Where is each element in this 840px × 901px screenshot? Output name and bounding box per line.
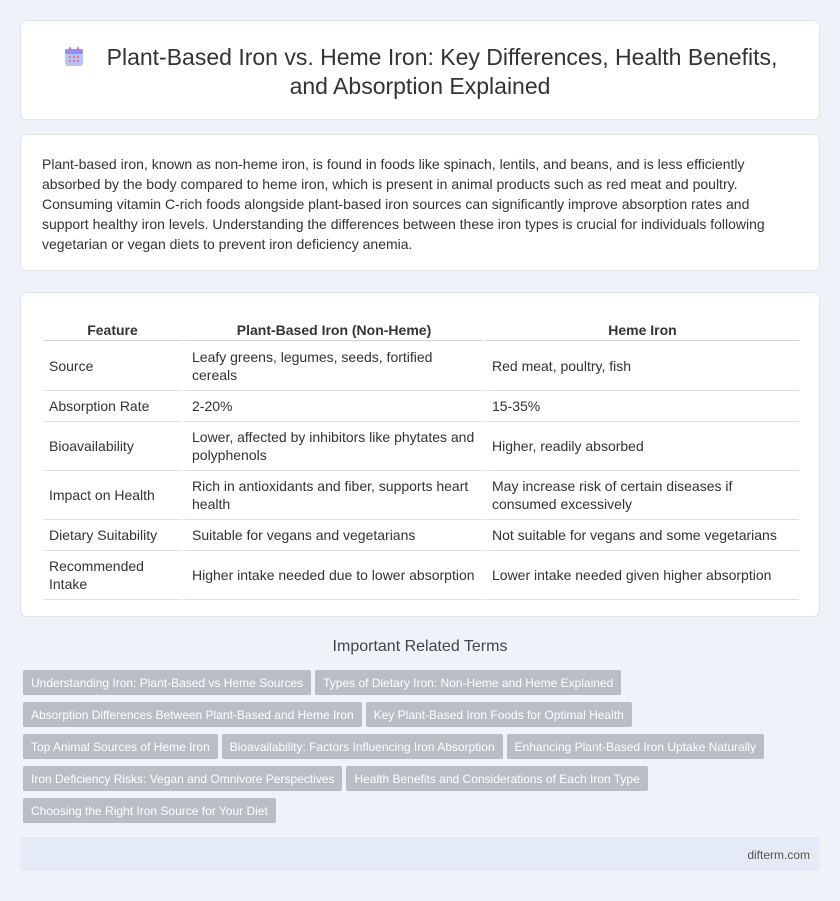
table-cell: May increase risk of certain diseases if consumed excessively [482, 471, 799, 520]
intro-paragraph: Plant-based iron, known as non-heme iron, is found in foods like spinach, lentils, and beans, and is less efficiently absorbed by the body compared to heme iron, which is present in animal products such as red meat and poultry. Consuming vitamin C-rich foods alongside plant-based iron sources can significantly improve absorption rates and support healthy iron levels. Understanding the differences between these iron types is crucial for individuals following vegetarian or vegan diets to prevent iron deficiency anemia. [42, 156, 765, 252]
table-header-row [43, 313, 799, 341]
footer-site-link[interactable]: difterm.com [747, 848, 810, 862]
related-term-tag[interactable]: Enhancing Plant-Based Iron Uptake Naturally [507, 734, 764, 759]
table-header-plant-based: Plant-Based Iron (Non-Heme) [182, 313, 482, 341]
table-row [43, 471, 799, 520]
table-row [43, 391, 799, 422]
related-term-tag[interactable]: Top Animal Sources of Heme Iron [23, 734, 218, 759]
calendar-icon [63, 46, 85, 68]
related-term-tag[interactable]: Key Plant-Based Iron Foods for Optimal Health [366, 702, 632, 727]
table-cell: Bioavailability [43, 422, 182, 471]
table-cell: Higher intake needed due to lower absorption [182, 551, 482, 600]
related-term-tag[interactable]: Bioavailability: Factors Influencing Iron Absorption [222, 734, 503, 759]
related-term-tag[interactable]: Understanding Iron: Plant-Based vs Heme Sources [23, 670, 311, 695]
table-header-heme: Heme Iron [482, 313, 799, 341]
comparison-table [43, 313, 799, 600]
table-cell: Lower, affected by inhibitors like phytates and polyphenols [182, 422, 482, 471]
page-title-text: Plant-Based Iron vs. Heme Iron: Key Differences, Health Benefits, and Absorption Explained [106, 44, 778, 99]
table-cell: Higher, readily absorbed [482, 422, 799, 471]
comparison-table-card [20, 292, 820, 617]
related-term-tag[interactable]: Choosing the Right Iron Source for Your Diet [23, 798, 276, 823]
footer [20, 837, 820, 871]
table-cell: Absorption Rate [43, 391, 182, 422]
table-cell: 15-35% [482, 391, 799, 422]
related-terms-list [23, 670, 817, 830]
page-title [51, 43, 789, 101]
table-row [43, 422, 799, 471]
table-cell: Impact on Health [43, 471, 182, 520]
table-cell: Source [43, 341, 182, 391]
table-cell: Recommended Intake [43, 551, 182, 600]
related-term-tag[interactable]: Types of Dietary Iron: Non-Heme and Heme Explained [315, 670, 621, 695]
table-cell: Rich in antioxidants and fiber, supports heart health [182, 471, 482, 520]
table-cell: Dietary Suitability [43, 520, 182, 551]
table-cell: Suitable for vegans and vegetarians [182, 520, 482, 551]
related-term-tag[interactable]: Absorption Differences Between Plant-Based and Heme Iron [23, 702, 362, 727]
table-cell: Red meat, poultry, fish [482, 341, 799, 391]
table-cell: Not suitable for vegans and some vegetarians [482, 520, 799, 551]
table-row [43, 520, 799, 551]
related-term-tag[interactable]: Health Benefits and Considerations of Each Iron Type [346, 766, 647, 791]
header-card [20, 20, 820, 120]
table-row [43, 341, 799, 391]
table-cell: Lower intake needed given higher absorption [482, 551, 799, 600]
related-terms-heading: Important Related Terms [332, 638, 508, 655]
intro-card [20, 134, 820, 271]
table-cell: 2-20% [182, 391, 482, 422]
table-cell: Leafy greens, legumes, seeds, fortified cereals [182, 341, 482, 391]
table-header-feature: Feature [43, 313, 182, 341]
table-row [43, 551, 799, 600]
related-term-tag[interactable]: Iron Deficiency Risks: Vegan and Omnivore Perspectives [23, 766, 342, 791]
